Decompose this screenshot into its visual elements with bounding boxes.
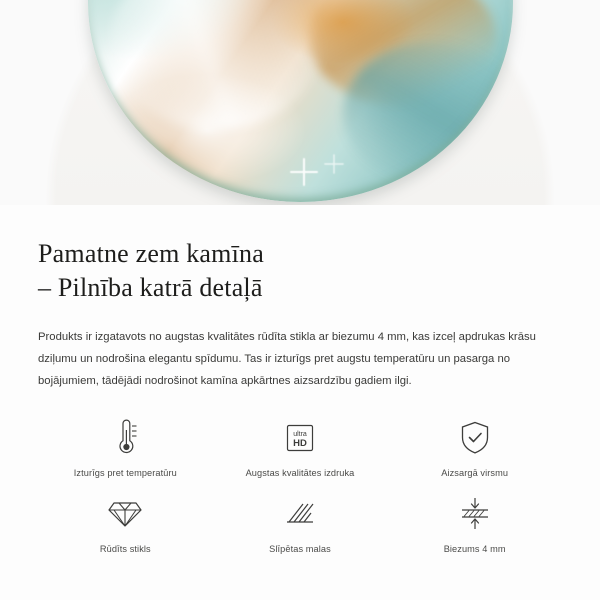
feature-item xyxy=(387,494,562,554)
svg-text:ultra: ultra xyxy=(293,430,307,438)
product-description: Produkts ir izgatavots no augstas kvalitātes rūdīta stikla ar biezumu 4 mm, kas izceļ apdrukas krāsu dziļumu un nodrošina elegantu spīdumu. Tas ir izturīgs pret augstu temperatūru un pasarga no bojājumiem, tādējādi nodrošinot kamīna apkārtnes aizsardzību gadiem ilgi. xyxy=(38,330,536,387)
feature-grid xyxy=(38,418,562,554)
feature-label: Slīpētas malas xyxy=(269,543,331,554)
shield-check-icon xyxy=(458,418,492,458)
svg-text:HD: HD xyxy=(293,437,307,449)
content-area xyxy=(0,205,600,554)
polished-edges-icon xyxy=(280,494,320,534)
feature-item xyxy=(387,418,562,478)
feature-label: Rūdīts stikls xyxy=(99,543,151,554)
hero-image xyxy=(0,0,600,205)
diamond-icon xyxy=(106,494,144,534)
feature-label: Biezums 4 mm xyxy=(443,543,506,554)
headline-line-2: – Pilnība katrā detaļā xyxy=(38,273,263,303)
feature-label: Aizsargā virsmu xyxy=(441,467,509,478)
headline-line-1: Pamatne zem kamīna xyxy=(38,239,264,268)
feature-item xyxy=(38,494,213,554)
feature-label: Augstas kvalitātes izdruka xyxy=(245,467,355,478)
feature-item xyxy=(213,494,388,554)
feature-item xyxy=(213,418,388,478)
thickness-icon xyxy=(455,494,495,534)
page-title xyxy=(38,237,562,306)
thermometer-icon xyxy=(108,418,142,458)
feature-item xyxy=(38,418,213,478)
ultra-hd-icon xyxy=(280,418,320,458)
feature-label: Izturīgs pret temperatūru xyxy=(73,467,177,478)
